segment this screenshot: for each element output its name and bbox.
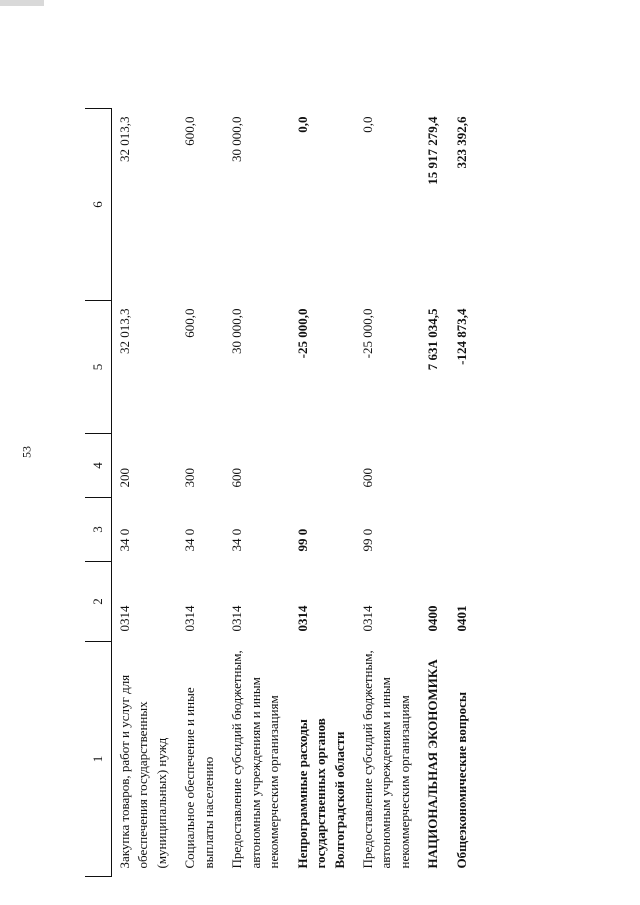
row-total-amount: 30 000,0	[229, 116, 245, 162]
row-section-code: 0314	[182, 605, 198, 632]
row-total-amount: 32 013,3	[117, 116, 132, 162]
header-col-2: 2	[85, 562, 112, 642]
row-target-code	[443, 498, 471, 562]
row-change-amount: 30 000,0	[229, 308, 245, 354]
row-expense-type: 600	[359, 468, 375, 488]
row-section-code: 0314	[229, 605, 245, 632]
row-expense-type	[284, 434, 349, 498]
row-section-code: 0314	[294, 605, 310, 632]
scan-corner-mark	[0, 0, 44, 6]
row-change-amount: -124 873,4	[453, 308, 469, 365]
row-total-amount: 600,0	[182, 116, 198, 146]
row-total-amount: 15 917 279,4	[425, 116, 441, 185]
row-expense-type: 300	[182, 468, 198, 488]
table-row	[349, 109, 414, 877]
table-header-row	[85, 109, 112, 877]
row-section-code: 0400	[425, 605, 441, 632]
row-change-amount: -25 000,0	[359, 308, 375, 359]
row-name: Непрограммные расходы государственных органов Волгоградской области	[294, 718, 347, 869]
row-total-amount: 0,0	[294, 116, 310, 133]
row-expense-type: 200	[117, 468, 132, 488]
row-total-amount: 0,0	[359, 116, 375, 133]
page-number: 53	[19, 446, 34, 458]
row-section-code: 0314	[359, 605, 375, 632]
budget-table-sheet	[85, 109, 590, 877]
row-expense-type	[414, 434, 442, 498]
header-col-6: 6	[85, 109, 112, 301]
header-col-4: 4	[85, 434, 112, 498]
table-row	[112, 109, 172, 877]
row-target-code: 99 0	[359, 528, 375, 552]
row-expense-type: 600	[229, 468, 245, 488]
row-target-code: 34 0	[182, 528, 198, 552]
table-row	[171, 109, 218, 877]
table-row	[218, 109, 283, 877]
row-total-amount: 323 392,6	[453, 116, 469, 169]
row-expense-type	[443, 434, 471, 498]
row-change-amount: 600,0	[182, 308, 198, 338]
row-target-code: 34 0	[229, 528, 245, 552]
header-col-5: 5	[85, 301, 112, 434]
row-section-code: 0314	[117, 605, 132, 632]
row-section-code: 0401	[453, 605, 469, 632]
row-target-code: 34 0	[117, 528, 132, 552]
row-change-amount: -25 000,0	[294, 308, 310, 359]
table-row	[414, 109, 442, 877]
row-name: Общеэкономические вопросы	[453, 692, 469, 869]
row-target-code	[414, 498, 442, 562]
table-row	[443, 109, 471, 877]
header-col-3: 3	[85, 498, 112, 562]
row-change-amount: 7 631 034,5	[425, 308, 441, 371]
header-col-1: 1	[85, 642, 112, 877]
row-name: Закупка товаров, работ и услуг для обеспечения государственных (муниципальных) нужд	[117, 674, 169, 869]
row-name: Социальное обеспечение и иные выплаты населению	[182, 687, 216, 869]
row-name: Предоставление субсидий бюджетным, автономным учреждениям и иным некоммерческим организациям	[229, 650, 282, 869]
row-change-amount: 32 013,3	[117, 308, 132, 354]
row-name: НАЦИОНАЛЬНАЯ ЭКОНОМИКА	[425, 659, 441, 869]
row-name: Предоставление субсидий бюджетным, автономным учреждениям и иным некоммерческим организациям	[359, 650, 412, 869]
budget-table	[85, 108, 471, 877]
row-target-code: 99 0	[294, 528, 310, 552]
table-row	[284, 109, 349, 877]
